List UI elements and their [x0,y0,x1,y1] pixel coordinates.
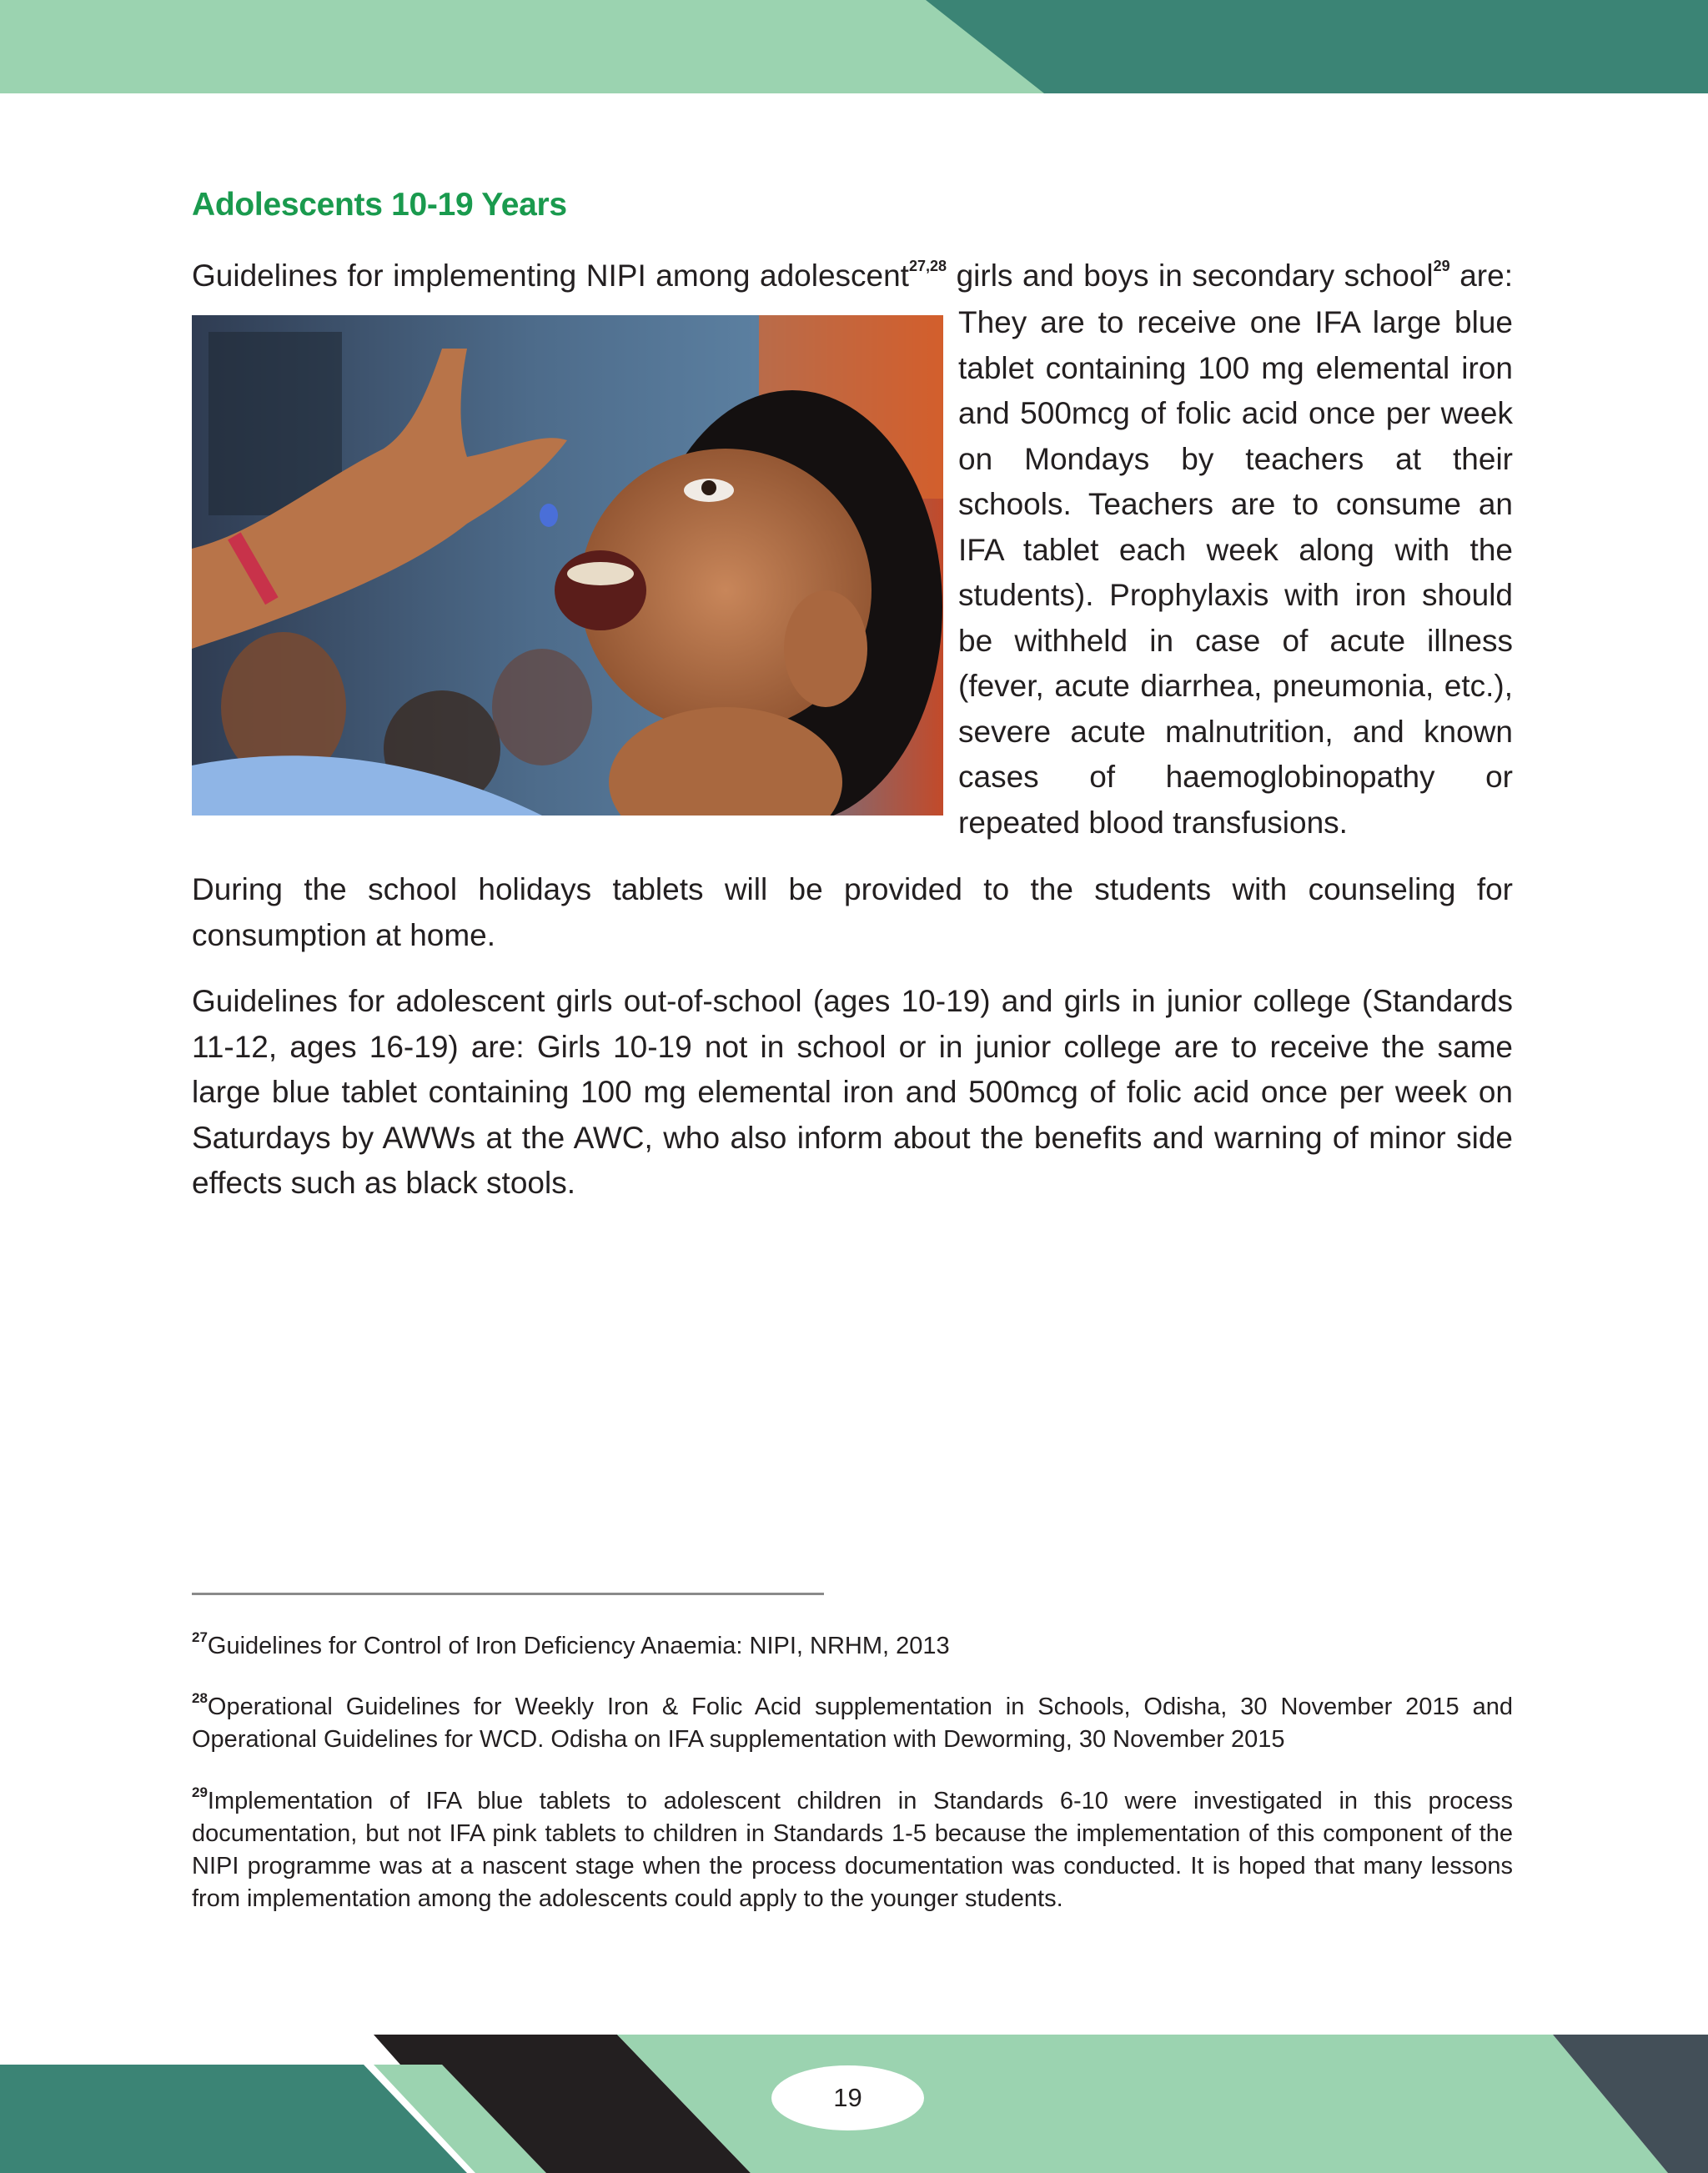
footnote-number: 27 [192,1629,208,1645]
footnote-number: 29 [192,1784,208,1800]
footnote-ref-29[interactable]: 29 [1433,258,1450,274]
intro-sentence [192,253,1513,299]
footnote-divider [192,1593,824,1595]
footnote-text: Guidelines for Control of Iron Deficiency Anaemia: NIPI, NRHM, 2013 [207,1633,950,1659]
intro-text-after: are: [1449,258,1513,293]
side-paragraph: They are to receive one IFA large blue tablet containing 100 mg elemental iron and 500mcg of folic acid once per week on Mondays by teachers at their schools. Teachers are to consume an IFA tablet each week along with the students). Prophylaxis with iron should be withheld in case of acute illness (fever, acute diarrhea, pneumonia, etc.), severe acute malnutrition, and known cases of haemoglobinopathy or repeated blood transfusions. [958,305,1513,840]
section-heading: Adolescents 10-19 Years [192,187,567,223]
footnote-29 [192,1785,1513,1915]
footnote-27 [192,1630,1513,1663]
holiday-paragraph: During the school holidays tablets will be provided to the students with counseling for consumption at home. [192,872,1513,952]
top-decorative-band [0,0,1708,93]
page-number: 19 [833,2083,862,2112]
out-of-school-paragraph: Guidelines for adolescent girls out-of-school (ages 10-19) and girls in junior college (Standards 11-12, ages 16-19) are: Girls 10-19 not in school or in junior college are to receive the same large blue tablet containing 100 mg elemental iron and 500mcg of folic acid once per week on Saturdays by AWWs at the AWC, who also inform about the benefits and warning of minor side effects such as black stools. [192,984,1513,1200]
footnote-ref-27-28[interactable]: 27,28 [908,258,947,274]
intro-text-middle: girls and boys in secondary school [947,258,1434,293]
footnote-text: Implementation of IFA blue tablets to adolescent children in Standards 6-10 were investigated in this process documentation, but not IFA pink tablets to children in Standards 1-5 because the implementation of this component of the NIPI programme was at a nascent stage when the process documentation was conducted. It is hoped that many lessons from implementation among the adolescents could apply to the younger students. [192,1788,1513,1912]
footnote-text: Operational Guidelines for Weekly Iron & Folic Acid supplementation in Schools, Odisha, 30 November 2015 and Operational Guidelines for WCD. Odisha on IFA supplementation with Deworming, 30 November 2015 [192,1694,1513,1753]
page-number-badge [771,2065,924,2130]
photo-girl-taking-ifa-tablet [192,315,943,816]
footnote-number: 28 [192,1690,208,1706]
intro-text-before: Guidelines for implementing NIPI among adolescent [192,258,909,293]
footnote-28 [192,1691,1513,1756]
